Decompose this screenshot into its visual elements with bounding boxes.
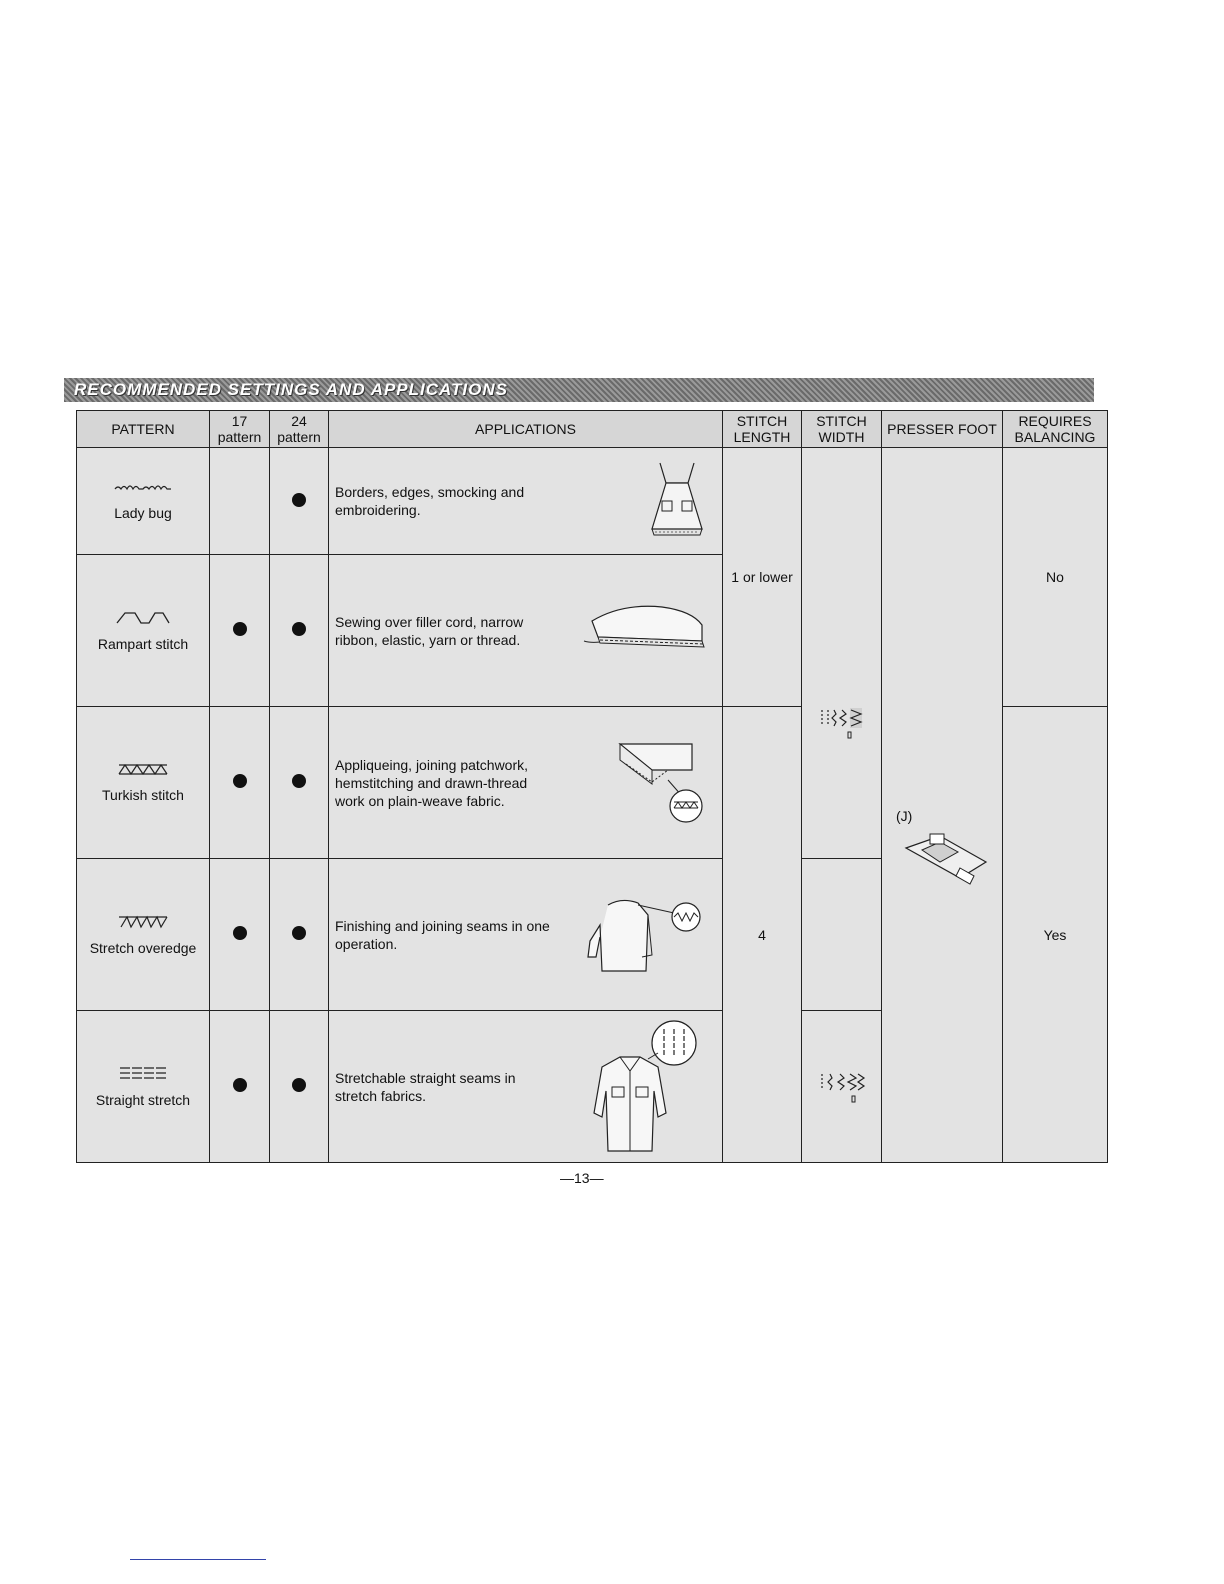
section-title: RECOMMENDED SETTINGS AND APPLICATIONS [74, 380, 508, 399]
stitch-length-value: 4 [758, 926, 766, 943]
pattern-name: Stretch overedge [89, 939, 197, 956]
available-dot [233, 622, 247, 636]
application-text: Finishing and joining seams in one operation. [335, 917, 550, 952]
header-pattern: PATTERN [77, 411, 210, 448]
pattern-name: Turkish stitch [102, 786, 184, 803]
presser-foot-j-illustration [900, 828, 990, 888]
p17-cell [210, 555, 270, 707]
p24-cell [270, 1011, 329, 1163]
fabric-edge-with-cord-illustration [582, 601, 712, 661]
presser-foot-label: (J) [896, 808, 913, 824]
available-dot [233, 1078, 247, 1092]
p24-cell [270, 707, 329, 859]
stitch-length-upper-cell [723, 448, 802, 707]
pattern-cell [77, 859, 210, 1011]
balancing-value: No [1046, 569, 1064, 585]
p17-cell [210, 707, 270, 859]
pattern-name: Straight stretch [95, 1091, 191, 1108]
balancing-lower-cell [1003, 707, 1108, 1163]
application-cell [329, 707, 723, 859]
presser-foot-cell [882, 448, 1003, 1163]
application-cell [329, 859, 723, 1011]
header-17-pattern: 17 pattern [210, 411, 270, 448]
p17-cell [210, 859, 270, 1011]
balancing-value: Yes [1043, 926, 1067, 943]
balancing-upper-cell [1003, 448, 1108, 707]
available-dot [292, 1078, 306, 1092]
header-requires-balancing: REQUIRES BALANCING [1003, 411, 1108, 448]
p24-cell [270, 448, 329, 555]
stitch-length-lower-cell [723, 707, 802, 1163]
pattern-cell [77, 555, 210, 707]
available-dot [233, 926, 247, 940]
header-presser-foot: PRESSER FOOT [882, 411, 1003, 448]
header-stitch-width: STITCH WIDTH [802, 411, 882, 448]
stitch-width-gauge-icon [818, 706, 866, 740]
lady-bug-stitch-icon [113, 480, 173, 494]
application-cell [329, 555, 723, 707]
p17-cell [210, 1011, 270, 1163]
footer-rule [130, 1559, 266, 1560]
page-number: —13— [560, 1170, 604, 1186]
available-dot [292, 622, 306, 636]
patchwork-corner-illustration [612, 740, 712, 826]
p24-cell [270, 555, 329, 707]
pattern-cell [77, 448, 210, 555]
stitch-width-upper-cell [802, 448, 882, 859]
pattern-name: Rampart stitch [97, 635, 189, 652]
available-dot [292, 774, 306, 788]
pattern-cell [77, 707, 210, 859]
application-cell [329, 448, 723, 555]
application-text: Borders, edges, smocking and embroidering. [335, 484, 525, 518]
header-24-pattern: 24 pattern [270, 411, 329, 448]
pinafore-dress-illustration [642, 461, 712, 541]
turkish-stitch-icon [115, 762, 171, 776]
stitch-width-gauge-icon [818, 1070, 866, 1104]
sweatshirt-illustration [582, 895, 712, 975]
header-applications: APPLICATIONS [329, 411, 723, 448]
rampart-stitch-icon [113, 609, 173, 625]
available-dot [233, 774, 247, 788]
header-stitch-length: STITCH LENGTH [723, 411, 802, 448]
stitch-length-value: 1 or lower [731, 569, 793, 585]
pattern-name: Lady bug [114, 505, 172, 521]
table-row [77, 448, 1108, 555]
stretch-overedge-icon [115, 913, 171, 929]
settings-table [76, 410, 1108, 1163]
application-text: Appliqueing, joining patchwork, hemstitching and drawn-thread work on plain-weave fabric. [335, 756, 529, 809]
available-dot [292, 493, 306, 507]
p17-cell [210, 448, 270, 555]
western-shirt-illustration [562, 1017, 712, 1157]
section-banner [64, 378, 1094, 402]
straight-stretch-icon [118, 1065, 168, 1081]
p24-cell [270, 859, 329, 1011]
stitch-width-lower-cell [802, 1011, 882, 1163]
application-text: Stretchable straight seams in stretch fabrics. [335, 1069, 516, 1104]
application-text: Sewing over filler cord, narrow ribbon, elastic, yarn or thread. [335, 613, 524, 648]
pattern-cell [77, 1011, 210, 1163]
available-dot [292, 926, 306, 940]
application-cell [329, 1011, 723, 1163]
